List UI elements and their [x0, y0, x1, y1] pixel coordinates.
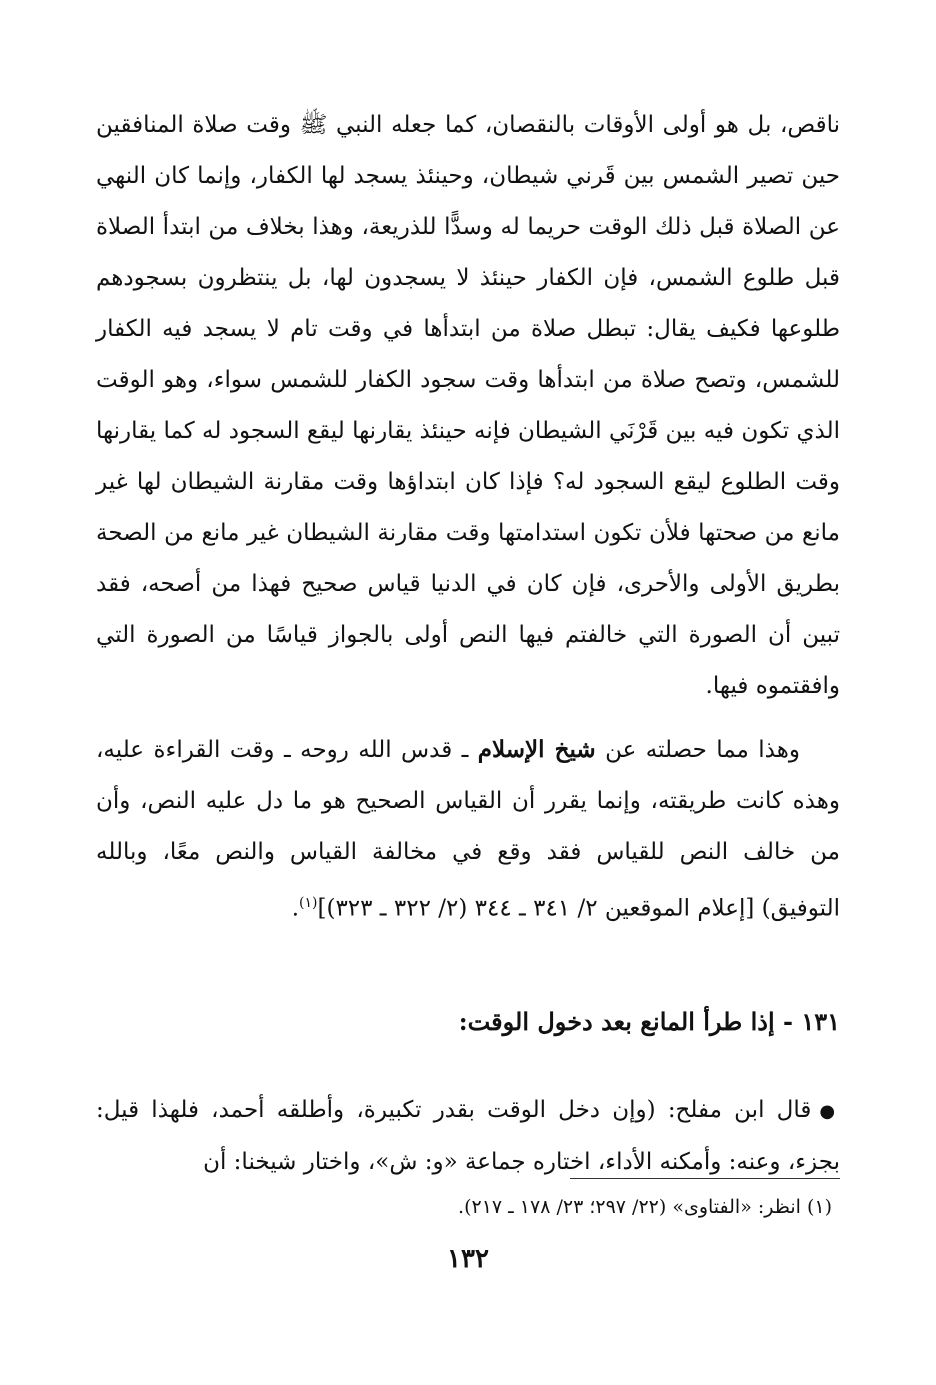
paragraph-3 [96, 1085, 840, 1188]
page-number: ١٣٢ [447, 1244, 489, 1274]
bullet-icon: ● [819, 1101, 840, 1122]
paragraph-1: ناقص، بل هو أولى الأوقات بالنقصان، كما جعله النبي ﷺ وقت صلاة المنافقين حين تصير الشمس بين قَرني شيطان، وحينئذ يسجد لها الكفار، وإنما كان النهي عن الصلاة قبل ذلك الوقت حريما له وسدًّا للذريعة، وهذا بخلاف من ابتدأ الصلاة قبل طلوع الشمس، فإن الكفار حينئذ لا يسجدون لها، بل ينتظرون بسجودهم طلوعها فكيف يقال: تبطل صلاة من ابتدأها في وقت تام لا يسجد فيه الكفار للشمس، وتصح صلاة من ابتدأها وقت سجود الكفار للشمس سواء، وهو الوقت الذي تكون فيه بين قَرْنَي الشيطان فإنه حينئذ يقارنها ليقع السجود له كما يقارنها وقت الطلوع ليقع السجود له؟ فإذا كان ابتداؤها وقت مقارنة الشيطان لها غير مانع من صحتها فلأن تكون استدامتها وقت مقارنة الشيطان غير مانع من الصحة بطريق الأولى والأحرى، فإن كان في الدنيا قياس صحيح فهذا من أصحه، فقد تبين أن الصورة التي خالفتم فيها النص أولى بالجواز قياسًا من الصورة التي وافقتموه فيها. [96, 112, 840, 699]
paragraph-2 [96, 724, 840, 935]
paragraph-2-end: . [291, 895, 300, 922]
footnote: (١) انظر: «الفتاوى» (٢٢/ ٢٩٧؛ ٢٣/ ١٧٨ ـ ٢١٧). [458, 1196, 832, 1218]
paragraph-2-rest: ـ قدس الله روحه ـ وقت القراءة عليه، وهذه كانت طريقته، وإنما يقرر أن القياس الصحيح هو ما دل عليه النص، وأن من خالف النص للقياس فقد وقع في مخالفة القياس والنص معًا، وبالله التوفيق) [إعلام الموقعين ٢/ ٣٤١ ـ ٣٤٤ (٢/ ٣٢٢ ـ ٣٢٣)] [96, 737, 840, 922]
footnote-reference: (١) [299, 895, 318, 911]
footnote-divider [570, 1178, 840, 1179]
sheikh-al-islam-bold: شيخ الإسلام [477, 736, 596, 763]
paragraph-3-text: قال ابن مفلح: (وإن دخل الوقت بقدر تكبيرة، وأطلقه أحمد، فلهذا قيل: بجزء، وعنه: وأمكنه الأداء، اختاره جماعة «و: ش»، واختار شيخنا: أن [96, 1097, 840, 1175]
section-heading: ١٣١ - إذا طرأ المانع بعد دخول الوقت: [458, 1007, 840, 1036]
main-text [96, 100, 840, 935]
paragraph-2-start: وهذا مما حصلته عن [605, 737, 800, 763]
